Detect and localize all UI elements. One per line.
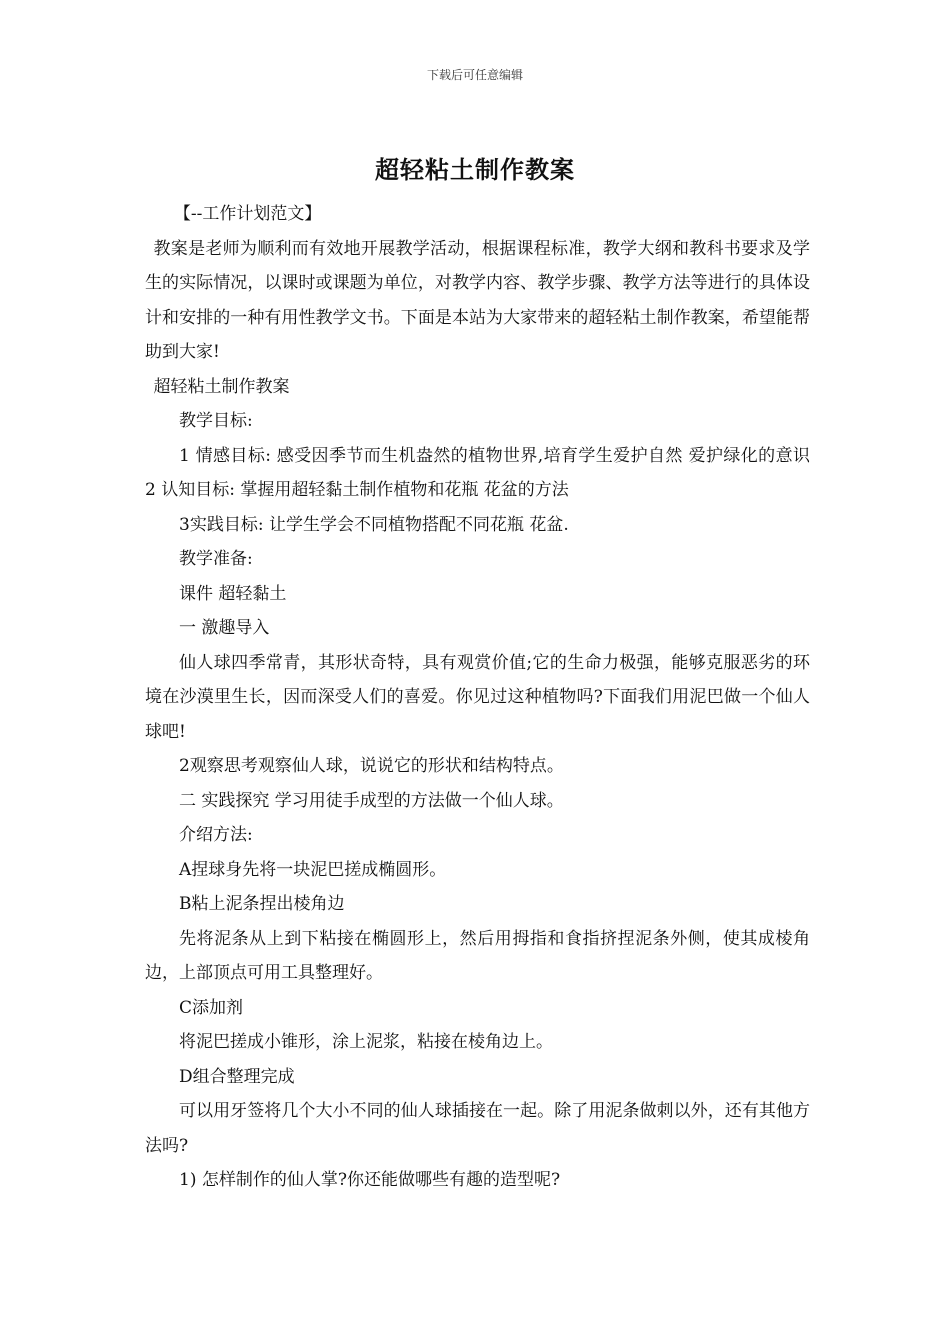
paragraph: 先将泥条从上到下粘接在椭圆形上，然后用拇指和食指挤捏泥条外侧，使其成棱角边，上部顶点可用工具整理好。 bbox=[145, 928, 810, 983]
paragraph: A捏球身先将一块泥巴搓成椭圆形。 bbox=[179, 859, 447, 880]
category-tag: 【--工作计划范文】 bbox=[173, 204, 322, 224]
header-note: 下载后可任意编辑 bbox=[426, 68, 523, 82]
document-body bbox=[145, 197, 810, 1198]
paragraph: 3实践目标: 让学生学会不同植物搭配不同花瓶 花盆. bbox=[179, 514, 569, 535]
paragraph: D组合整理完成 bbox=[179, 1066, 295, 1087]
paragraph: 课件 超轻黏土 bbox=[179, 583, 287, 604]
intro-paragraph: 教案是老师为顺利而有效地开展教学活动，根据课程标准，教学大纲和教科书要求及学生的实际情况，以课时或课题为单位，对教学内容、教学步骤、教学方法等进行的具体设计和安排的一种有用性教学文书。下面是本站为大家带来的超轻粘土制作教案，希望能帮助到大家! bbox=[145, 238, 810, 362]
paragraph: 可以用牙签将几个大小不同的仙人球插接在一起。除了用泥条做刺以外，还有其他方法吗? bbox=[145, 1101, 810, 1156]
paragraph: 仙人球四季常青，其形状奇特，具有观赏价值;它的生命力极强，能够克服恶劣的环境在沙漠里生长，因而深受人们的喜爱。你见过这种植物吗?下面我们用泥巴做一个仙人球吧! bbox=[145, 652, 810, 742]
paragraph: 一 激趣导入 bbox=[179, 618, 270, 638]
paragraph: 教学准备: bbox=[179, 549, 253, 569]
paragraph: 1 情感目标: 感受因季节而生机盎然的植物世界,培育学生爱护自然 爱护绿化的意识 2 认知目标: 掌握用超轻黏土制作植物和花瓶 花盆的方法 bbox=[145, 445, 810, 500]
paragraph: 2观察思考观察仙人球，说说它的形状和结构特点。 bbox=[179, 756, 564, 776]
paragraph: 介绍方法: bbox=[179, 825, 253, 845]
paragraph: B粘上泥条捏出棱角边 bbox=[179, 894, 345, 914]
section-title: 超轻粘土制作教案 bbox=[153, 376, 290, 397]
paragraph: 1) 怎样制作的仙人掌?你还能做哪些有趣的造型呢? bbox=[179, 1170, 561, 1190]
document-title: 超轻粘土制作教案 bbox=[375, 155, 575, 184]
paragraph: 将泥巴搓成小锥形，涂上泥浆，粘接在棱角边上。 bbox=[179, 1032, 553, 1052]
paragraph: 二 实践探究 学习用徒手成型的方法做一个仙人球。 bbox=[179, 790, 564, 811]
paragraph: 教学目标: bbox=[179, 411, 253, 431]
paragraph: C添加剂 bbox=[179, 997, 244, 1018]
